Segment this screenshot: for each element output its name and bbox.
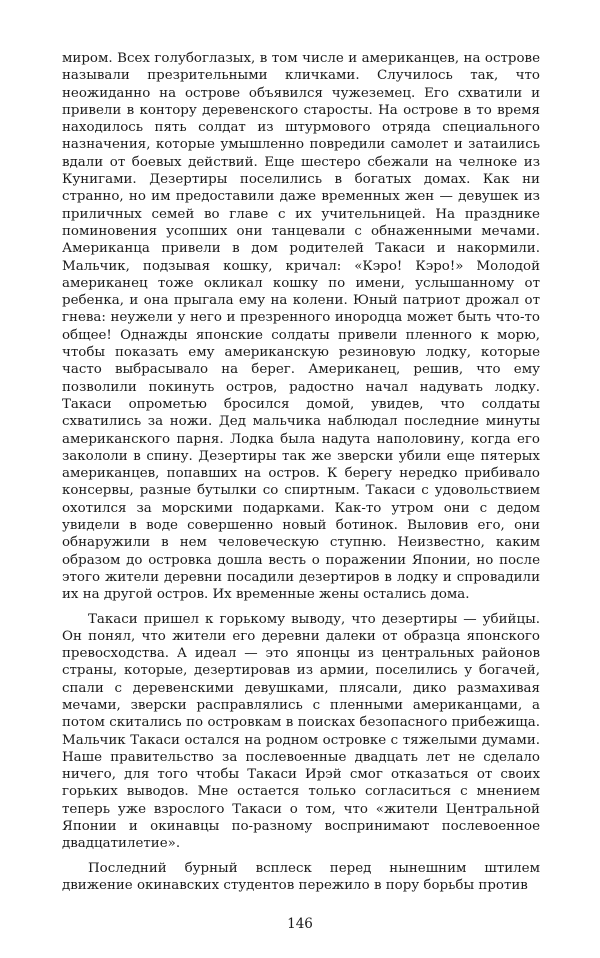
page-body [62,50,540,894]
paragraph-1: миром. Всех голубоглазых, в том числе и американцев, на острове называли презрительными кличками. Случилось так, что неожиданно на острове объявился чужеземец. Его схватили и привели в контору деревенского старосты. На острове в то время находилось пять солдат из штурмового отряда специального назначения, которые умышленно повредили самолет и затаились вдали от боевых действий. Еще шестеро сбежали на челноке из Кунигами. Дезертиры поселились в богатых домах. Как ни странно, но им предоставили даже временных жен — девушек из приличных семей во главе с их учительницей. На празднике поминовения усопших они танцевали с обнаженными мечами. Американца привели в дом родителей Такаси и накормили. Мальчик, подзывая кошку, кричал: «Кэро! Кэро!» Молодой американец тоже окликал кошку по имени, услышанному от ребенка, и она прыгала ему на колени. Юный патриот дрожал от гнева: неужели у него и презренного инородца может быть что-то общее! Однажды японские солдаты привели пленного к морю, чтобы показать ему американскую резиновую лодку, которые часто выбрасывало на берег. Американец, решив, что ему позволили покинуть остров, радостно начал надувать лодку. Такаси опрометью бросился домой, увидев, что солдаты схватились за ножи. Дед мальчика наблюдал последние минуты американского парня. Лодка была надута наполовину, когда его закололи в спину. Дезертиры так же зверски убили еще пятерых американцев, попавших на остров. К берегу нередко прибивало консервы, разные бутылки со спиртным. Такаси с удовольствием охотился за морскими подарками. Как-то утром они с дедом увидели в воде совершенно новый ботинок. Выловив его, они обнаружили в нем человеческую ступню. Неизвестно, каким образом до островка дошла весть о поражении Японии, но после этого жители деревни посадили дезертиров в лодку и спровадили их на другой остров. Их временные жены остались дома. [62,51,540,603]
paragraph-3: Последний бурный всплеск перед нынешним штилем движение окинавских студентов пережило в пору борьбы против [62,860,540,893]
page-number: 146 [287,916,313,932]
paragraph-2: Такаси пришел к горькому выводу, что дезертиры — убийцы. Он понял, что жители его деревни далеки от образца японского превосходства. А идеал — это японцы из центральных районов страны, которые, дезертировав из армии, поселились у богачей, спали с деревенскими девушками, плясали, дико размахивая мечами, зверски расправлялись с пленными американцами, а потом скитались по островкам в поисках безопасного прибежища. Мальчик Такаси остался на родном островке с тяжелыми думами. Наше правительство за послевоенные двадцать лет не сделало ничего, для того чтобы Такаси Ирэй смог отказаться от своих горьких выводов. Мне остается только согласиться с мнением теперь уже взрослого Такаси о том, что «жители Центральной Японии и окинавцы по-разному воспринимают послевоенное двадцатилетие». [62,611,540,852]
